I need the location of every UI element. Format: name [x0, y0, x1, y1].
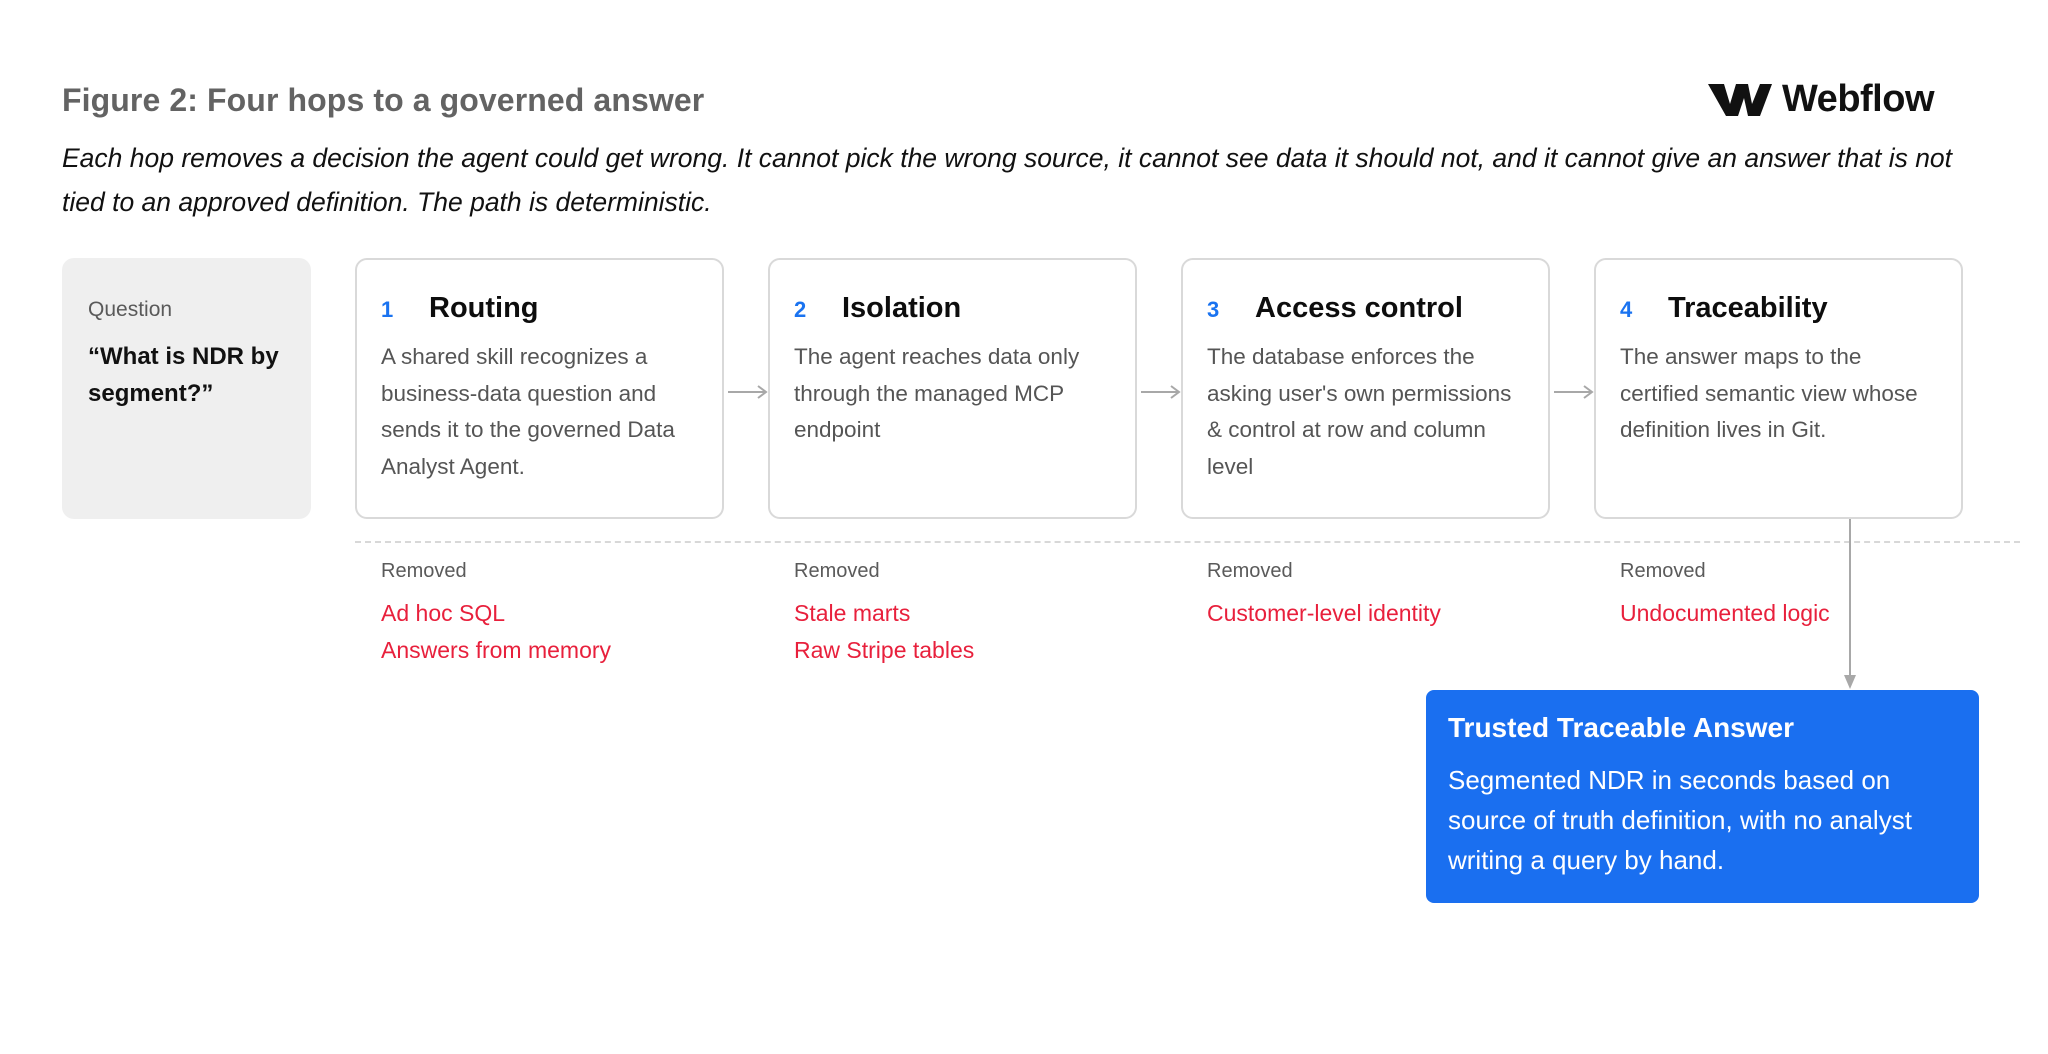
hop-card-routing	[355, 258, 724, 519]
removed-label: Removed	[1620, 560, 1706, 582]
removed-item: Ad hoc SQL	[381, 600, 506, 626]
webflow-logo-icon	[1708, 82, 1772, 118]
removed-item: Answers from memory	[381, 637, 612, 663]
removed-item: Raw Stripe tables	[794, 637, 975, 663]
hop-description: The answer maps to the certified semantic view whose definition lives in Git.	[1620, 344, 1918, 442]
hop-number: 1	[381, 297, 394, 322]
hop-card-access-control	[1181, 258, 1550, 519]
hop-card-traceability	[1594, 258, 1963, 519]
question-label: Question	[88, 298, 173, 321]
arrow-right-icon	[726, 382, 770, 402]
question-text: “What is NDR by segment?”	[88, 343, 279, 407]
hop-description: The database enforces the asking user's own permissions & control at row and column level	[1207, 344, 1512, 479]
hop-number: 4	[1620, 297, 1633, 322]
webflow-logo	[1708, 78, 1934, 121]
hop-title: Traceability	[1668, 292, 1828, 324]
arrow-right-icon	[1139, 382, 1183, 402]
hop-description: A shared skill recognizes a business-data question and sends it to the governed Data Analyst Agent.	[381, 344, 675, 479]
removed-label: Removed	[381, 560, 467, 582]
hop-number: 3	[1207, 297, 1220, 322]
answer-body: Segmented NDR in seconds based on source of truth definition, with no analyst writing a query by hand.	[1448, 765, 1912, 875]
hop-title: Access control	[1255, 292, 1463, 324]
removed-item: Customer-level identity	[1207, 600, 1441, 626]
removed-item: Stale marts	[794, 600, 911, 626]
arrow-down-icon	[1840, 519, 1860, 691]
figure-subtitle: Each hop removes a decision the agent could get wrong. It cannot pick the wrong source, it cannot see data it should not, and it cannot give an answer that is not tied to an approved definition. The path is deterministic.	[62, 143, 1953, 217]
hop-title: Routing	[429, 292, 539, 324]
logo-wordmark: Webflow	[1782, 78, 1935, 120]
answer-title: Trusted Traceable Answer	[1448, 712, 1794, 743]
removed-list-isolation	[794, 560, 974, 669]
question-box	[62, 258, 311, 519]
dashed-divider	[355, 541, 2020, 543]
hop-card-isolation	[768, 258, 1137, 519]
removed-list-routing	[381, 560, 611, 669]
removed-label: Removed	[1207, 560, 1293, 582]
removed-list-traceability	[1620, 560, 1830, 632]
figure-title: Figure 2: Four hops to a governed answer	[62, 82, 705, 118]
hop-title: Isolation	[842, 292, 962, 324]
hop-description: The agent reaches data only through the managed MCP endpoint	[794, 344, 1080, 442]
removed-item: Undocumented logic	[1620, 600, 1830, 626]
removed-list-access-control	[1207, 560, 1441, 632]
removed-label: Removed	[794, 560, 880, 582]
hop-number: 2	[794, 297, 807, 322]
answer-box	[1426, 690, 1979, 903]
arrow-right-icon	[1552, 382, 1596, 402]
